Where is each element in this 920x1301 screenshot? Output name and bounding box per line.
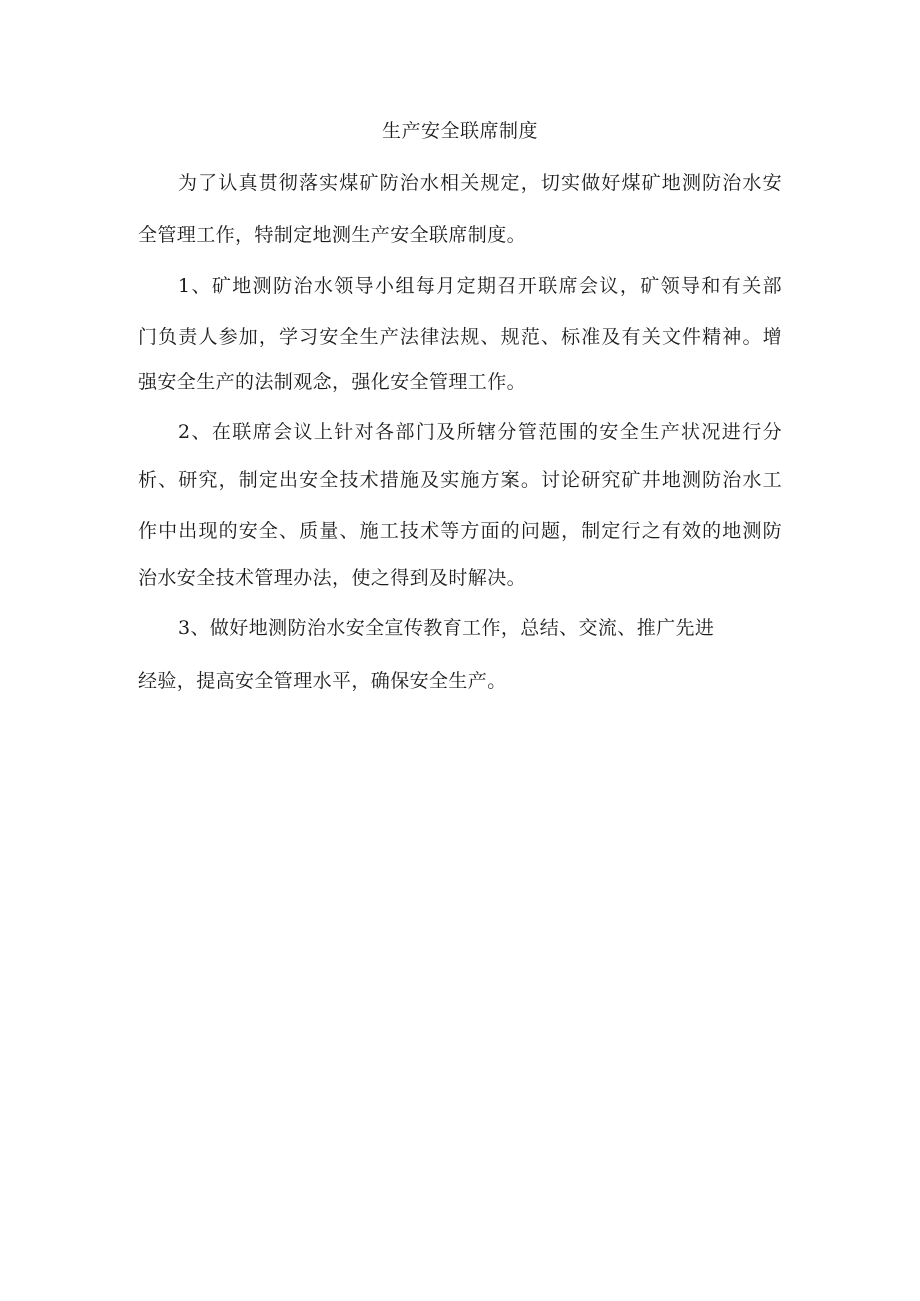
item-3-line-1: 3、做好地测防治水安全宣传教育工作，总结、交流、推广先进 [178, 617, 715, 639]
intro-line-2: 全管理工作，特制定地测生产安全联席制度。 [138, 224, 527, 246]
item-2-line-4: 治水安全技术管理办法，使之得到及时解决。 [138, 567, 527, 589]
document-title: 生产安全联席制度 [381, 120, 538, 142]
item-1-line-3: 强安全生产的法制观念，强化安全管理工作。 [138, 371, 527, 393]
item-1-line-1: 1、矿地测防治水领导小组每月定期召开联席会议，矿领导和有关部 [178, 275, 782, 297]
item-2-line-1: 2、在联席会议上针对各部门及所辖分管范围的安全生产状况进行分 [178, 421, 782, 443]
item-3-line-2: 经验，提高安全管理水平，确保安全生产。 [138, 670, 507, 692]
intro-line-1: 为了认真贯彻落实煤矿防治水相关规定，切实做好煤矿地测防治水安 [178, 172, 782, 194]
item-1-line-2: 门负责人参加，学习安全生产法律法规、规范、标准及有关文件精神。增 [138, 326, 782, 348]
item-2-line-2: 析、研究，制定出安全技术措施及实施方案。讨论研究矿井地测防治水工 [138, 469, 782, 491]
item-2-line-3: 作中出现的安全、质量、施工技术等方面的问题，制定行之有效的地测防 [138, 520, 782, 542]
